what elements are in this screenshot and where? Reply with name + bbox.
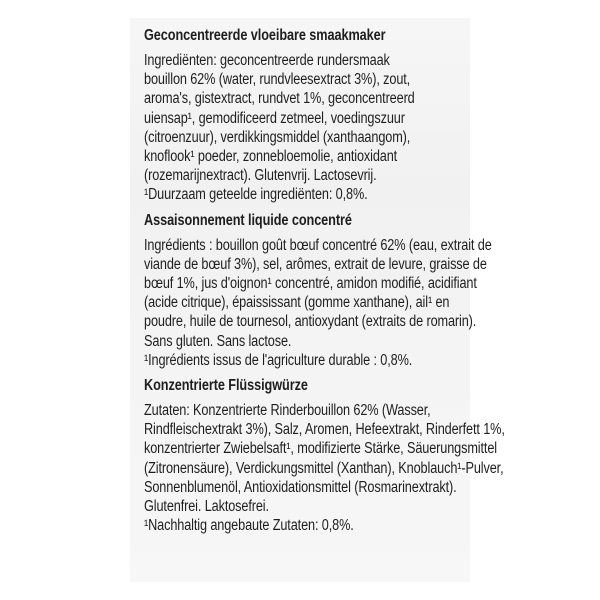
text-line: poudre, huile de tournesol, antioxydant (extraits de romarin). — [144, 313, 477, 331]
footnote-german: ¹Nachhaltig angebaute Zutaten: 0,8%. — [144, 517, 354, 535]
section-german — [144, 376, 505, 535]
section-french — [144, 211, 492, 370]
section-heading-german: Konzentrierte Flüssigwürze — [144, 377, 308, 395]
ingredients-text-german — [144, 401, 505, 535]
section-dutch — [144, 26, 464, 205]
text-line: konzentrierter Zwiebelsaft¹, modifizierte Stärke, Säuerungsmittel — [144, 440, 497, 458]
section-heading-french: Assaisonnement liquide concentré — [144, 211, 352, 229]
text-line: uiensap¹, gemodificeerd zetmeel, voedingszuur — [144, 109, 405, 127]
ingredients-label-content — [144, 26, 505, 535]
text-line: (rozemarijnextract). Glutenvrij. Lactosevrij. — [144, 167, 377, 185]
text-line: Ingrediënten: geconcentreerde rundersmaak — [144, 52, 390, 69]
text-line: aroma's, gistextract, rundvet 1%, geconcentreerd — [144, 90, 415, 108]
text-line: (acide citrique), épaississant (gomme xanthane), ail¹ en — [144, 294, 450, 312]
text-line: Ingrédients : bouillon goût bœuf concentré 62% (eau, extrait de — [144, 236, 492, 254]
text-line: Rindfleischextrakt 3%), Salz, Aromen, Hefeextrakt, Rinderfett 1%, — [144, 421, 505, 439]
footnote-french: ¹Ingrédients issus de l'agriculture durable : 0,8%. — [144, 351, 413, 369]
text-line: (Zitronensäure), Verdickungsmittel (Xanthan), Knoblauch¹-Pulver, — [144, 459, 504, 477]
ingredients-text-dutch — [144, 51, 464, 205]
text-line: Sans gluten. Sans lactose. — [144, 332, 292, 350]
section-heading-dutch: Geconcentreerde vloeibare smaakmaker — [144, 27, 386, 44]
footnote-dutch: ¹Duurzaam geteelde ingrediënten: 0,8%. — [144, 186, 368, 204]
text-line: bœuf 1%, jus d'oignon¹ concentré, amidon modifié, acidifiant — [144, 275, 477, 293]
text-line: (citroenzuur), verdikkingsmiddel (xanthaangom), — [144, 128, 411, 146]
text-line: viande de bœuf 3%), sel, arômes, extrait de levure, graisse de — [144, 255, 487, 273]
text-line: Sonnenblumenöl, Antioxidationsmittel (Rosmarinextrakt). — [144, 478, 457, 496]
ingredients-text-french — [144, 236, 492, 370]
text-line: knoflook¹ poeder, zonnebloemolie, antioxidant — [144, 148, 398, 166]
text-line: Zutaten: Konzentrierte Rinderbouillon 62% (Wasser, — [144, 402, 431, 420]
ingredients-label-panel — [130, 18, 505, 582]
text-line: Glutenfrei. Laktosefrei. — [144, 498, 269, 516]
text-line: bouillon 62% (water, rundvleesextract 3%), zout, — [144, 71, 411, 89]
